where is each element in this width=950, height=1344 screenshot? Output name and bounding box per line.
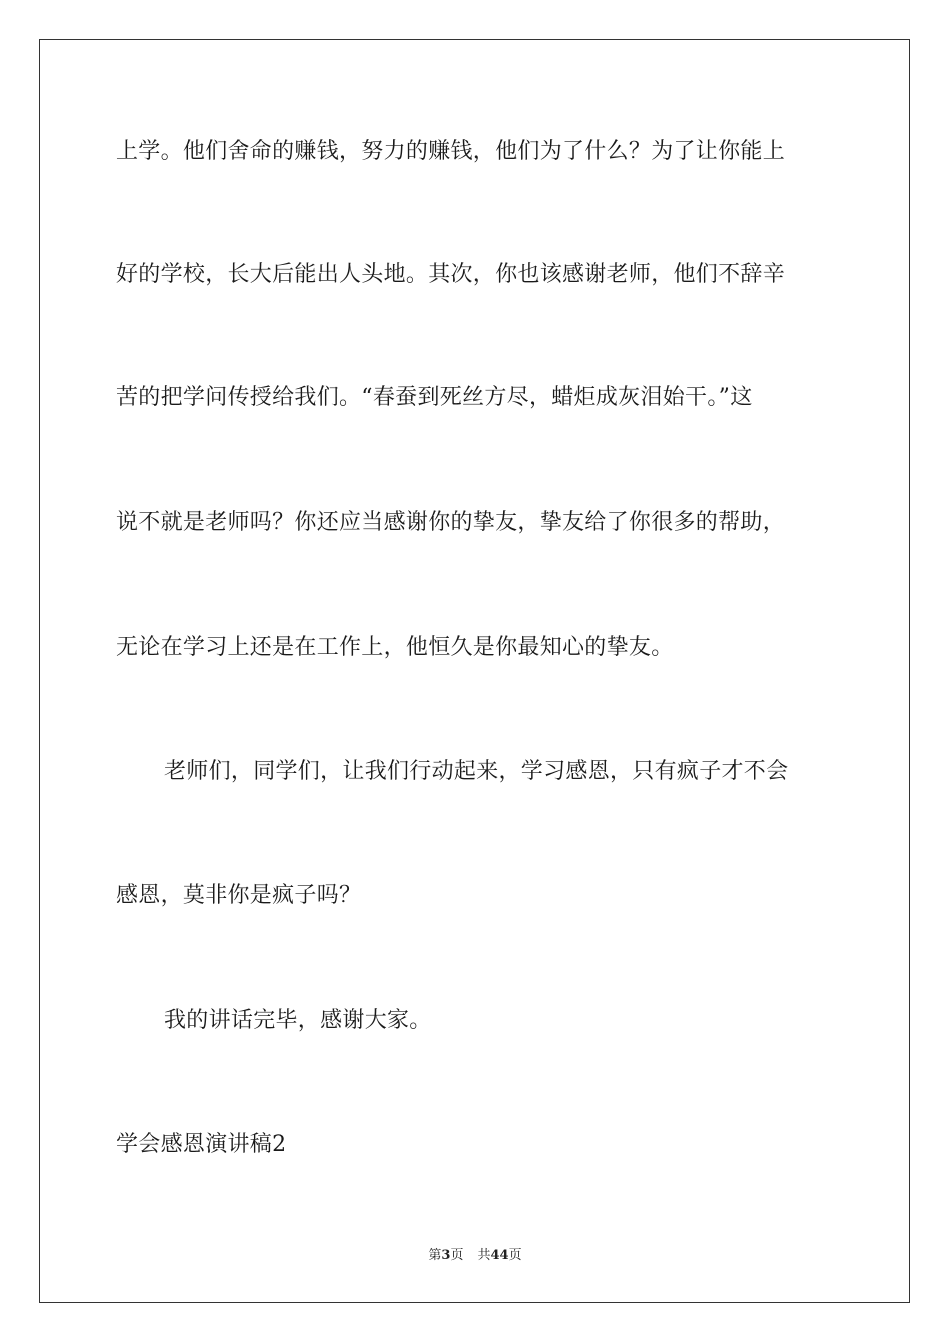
body-line-4: 说不就是老师吗？你还应当感谢你的挚友，挚友给了你很多的帮助，	[116, 510, 786, 535]
body-line-2: 好的学校，长大后能出人头地。其次，你也该感谢老师，他们不辞辛	[116, 262, 786, 287]
paragraph-2-line-1: 老师们，同学们，让我们行动起来，学习感恩，只有疯子才不会	[164, 759, 789, 784]
body-line-1: 上学。他们舍命的赚钱，努力的赚钱，他们为了什么？为了让你能上	[116, 139, 786, 164]
page-border	[39, 39, 910, 1303]
body-line-3: 苦的把学问传授给我们。“春蚕到死丝方尽，蜡炬成灰泪始干。”这	[116, 385, 753, 410]
footer-page-prefix: 第	[428, 1248, 442, 1263]
page-footer	[0, 1246, 950, 1266]
section-heading: 学会感恩演讲稿2	[116, 1132, 287, 1157]
footer-total-suffix: 页	[508, 1248, 522, 1263]
footer-page-suffix: 页	[450, 1248, 464, 1263]
footer-total-pages: 44	[490, 1248, 509, 1263]
closing-line: 我的讲话完毕，感谢大家。	[164, 1008, 432, 1033]
paragraph-2-line-2: 感恩，莫非你是疯子吗？	[116, 883, 362, 908]
footer-total-prefix: 共	[477, 1248, 491, 1263]
body-line-5: 无论在学习上还是在工作上，他恒久是你最知心的挚友。	[116, 635, 674, 660]
footer-page-number: 3	[441, 1248, 451, 1263]
